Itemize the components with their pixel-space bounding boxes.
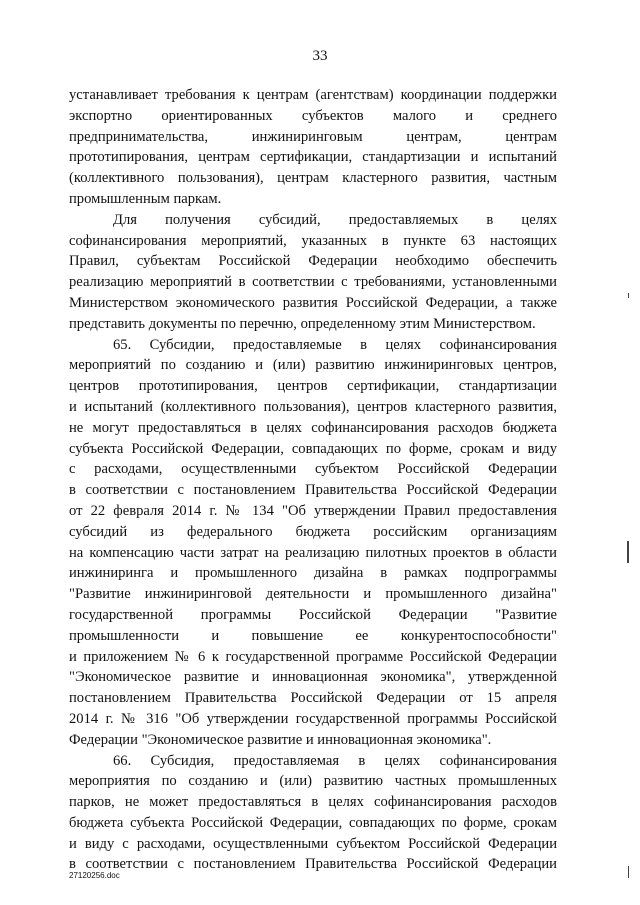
text-line: в соответствии с постановлением Правительства Российской Федерации: [69, 482, 557, 499]
text-line: реализацию мероприятий в соответствии с требованиями, установленными: [69, 274, 557, 291]
text-line: промышленности и повышение ее конкурентоспособности": [69, 627, 557, 644]
document-body: [69, 85, 557, 875]
text-line: и испытаний (коллективного пользования), центров кластерного развития,: [69, 398, 557, 415]
text-line: 2014 г. № 316 "Об утверждении государственной программы Российской: [69, 710, 557, 727]
text-line: софинансирования мероприятий, указанных в пункте 63 настоящих: [69, 232, 557, 249]
text-line: мероприятий по созданию и (или) развитию инжиниринговых центров,: [69, 357, 557, 374]
text-line: центров прототипирования, центров сертификации, стандартизации: [69, 378, 557, 395]
footer-file-code: 27120256.doc: [69, 871, 120, 880]
text-line: Для получения субсидий, предоставляемых в целях: [113, 211, 557, 228]
text-line: в соответствии с постановлением Правительства Российской Федерации: [69, 856, 557, 873]
text-line: и виду с расходами, осуществленными субъектом Российской Федерации: [69, 835, 557, 852]
text-line: на компенсацию части затрат на реализацию пилотных проектов в области: [69, 544, 557, 561]
text-line: устанавливает требования к центрам (агентствам) координации поддержки: [69, 87, 557, 103]
text-line: 65. Субсидии, предоставляемые в целях софинансирования: [113, 336, 557, 353]
text-line: представить документы по перечню, определенному этим Министерством.: [69, 315, 536, 332]
text-line: прототипирования, центрам сертификации, стандартизации и испытаний: [69, 149, 557, 166]
scan-mark: [627, 541, 629, 563]
text-line: постановлением Правительства Российской Федерации от 15 апреля: [69, 690, 557, 707]
text-line: "Экономическое развитие и инновационная экономика", утвержденной: [69, 669, 557, 686]
text-line: субъекта Российской Федерации, совпадающих по форме, срокам и виду: [69, 440, 557, 457]
scan-mark: [628, 293, 629, 298]
text-line: 66. Субсидия, предоставляемая в целях софинансирования: [113, 752, 557, 769]
text-line: с расходами, осуществленными субъектом Российской Федерации: [69, 461, 557, 478]
text-line: экспортно ориентированных субъектов малого и среднего: [69, 107, 557, 124]
text-line: "Развитие инжиниринговой деятельности и промышленного дизайна": [69, 586, 557, 603]
text-line: бюджета субъекта Российской Федерации, совпадающих по форме, срокам: [69, 814, 557, 831]
text-line: не могут предоставляться в целях софинансирования расходов бюджета: [69, 419, 557, 436]
text-line: инжиниринга и промышленного дизайна в рамках подпрограммы: [69, 565, 557, 582]
text-line: Министерством экономического развития Российской Федерации, а также: [69, 294, 557, 311]
text-line: Федерации "Экономическое развитие и инновационная экономика".: [69, 731, 492, 748]
text-line: парков, не может предоставляться в целях софинансирования расходов: [69, 794, 557, 811]
text-line: промышленным паркам.: [69, 190, 222, 207]
text-line: государственной программы Российской Федерации "Развитие: [69, 606, 557, 623]
text-line: предпринимательства, инжиниринговым центрам, центрам: [69, 128, 557, 145]
text-line: субсидий из федерального бюджета российским организациям: [69, 523, 557, 540]
text-line: Правил, субъектам Российской Федерации необходимо обеспечить: [69, 253, 557, 270]
page-number: 33: [312, 48, 328, 64]
text-line: и приложением № 6 к государственной программе Российской Федерации: [69, 648, 557, 665]
text-line: от 22 февраля 2014 г. № 134 "Об утверждении Правил предоставления: [69, 502, 557, 519]
text-line: (коллективного пользования), центрам кластерного развития, частным: [69, 170, 557, 187]
text-line: мероприятия по созданию и (или) развитию частных промышленных: [69, 773, 557, 790]
scan-mark: [628, 866, 629, 878]
